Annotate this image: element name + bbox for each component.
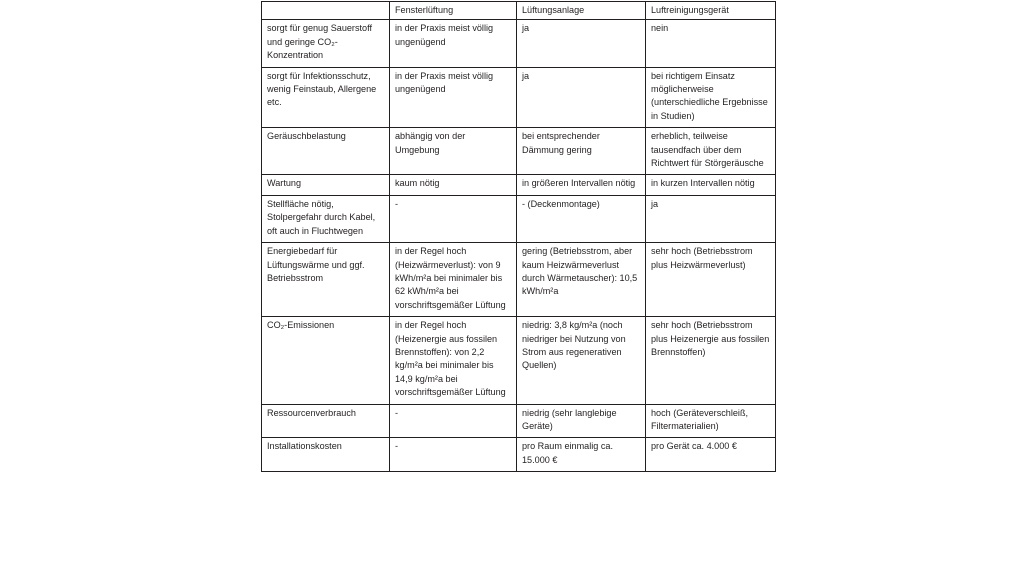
- row-criterion-cell: sorgt für genug Sauerstoff und geringe CO₂-Konzentration: [262, 20, 390, 67]
- row-criterion-cell: CO₂-Emissionen: [262, 317, 390, 404]
- table-cell: kaum nötig: [390, 175, 517, 195]
- table-row: [262, 317, 776, 404]
- row-criterion-cell: Stellfläche nötig, Stolpergefahr durch Kabel, oft auch in Fluchtwegen: [262, 195, 390, 242]
- table-row: [262, 175, 776, 195]
- table-cell: sehr hoch (Betriebsstrom plus Heizwärmeverlust): [646, 243, 776, 317]
- table-cell: niedrig (sehr langlebige Geräte): [517, 404, 646, 438]
- table-cell: - (Deckenmontage): [517, 195, 646, 242]
- table-cell: pro Raum einmalig ca. 15.000 €: [517, 438, 646, 472]
- row-criterion-cell: Geräuschbelastung: [262, 128, 390, 175]
- table-cell: in der Regel hoch (Heizwärmeverlust): von 9 kWh/m²a bei minimaler bis 62 kWh/m²a bei vorschriftsgemäßer Lüftung: [390, 243, 517, 317]
- ventilation-comparison-table: [261, 1, 776, 472]
- table-row: [262, 128, 776, 175]
- table-row: [262, 243, 776, 317]
- column-header-criterion: [262, 2, 390, 20]
- table-cell: niedrig: 3,8 kg/m²a (noch niedriger bei Nutzung von Strom aus regenerativen Quellen): [517, 317, 646, 404]
- row-criterion-cell: sorgt für Infektionsschutz, wenig Feinstaub, Allergene etc.: [262, 67, 390, 128]
- table-cell: ja: [517, 67, 646, 128]
- table-cell: bei entsprechender Dämmung gering: [517, 128, 646, 175]
- row-criterion-cell: Installationskosten: [262, 438, 390, 472]
- table-cell: gering (Betriebsstrom, aber kaum Heizwärmeverlust durch Wärmetauscher): 10,5 kWh/m²a: [517, 243, 646, 317]
- table-cell: hoch (Geräteverschleiß, Filtermaterialien): [646, 404, 776, 438]
- table-cell: ja: [646, 195, 776, 242]
- table-row: [262, 195, 776, 242]
- row-criterion-cell: Wartung: [262, 175, 390, 195]
- table-row: [262, 404, 776, 438]
- column-header-luftreinigungsgeraet: Luftreinigungsgerät: [646, 2, 776, 20]
- row-criterion-cell: Energiebedarf für Lüftungswärme und ggf. Betriebsstrom: [262, 243, 390, 317]
- table-row: [262, 67, 776, 128]
- table-header-row: [262, 2, 776, 20]
- table-cell: in der Regel hoch (Heizenergie aus fossilen Brennstoffen): von 2,2 kg/m²a bei minimaler bis 14,9 kg/m²a bei vorschriftsgemäßer Lüftung: [390, 317, 517, 404]
- table-row: [262, 20, 776, 67]
- table-cell: pro Gerät ca. 4.000 €: [646, 438, 776, 472]
- table-cell: in kurzen Intervallen nötig: [646, 175, 776, 195]
- table-cell: in größeren Intervallen nötig: [517, 175, 646, 195]
- table-cell: in der Praxis meist völlig ungenügend: [390, 67, 517, 128]
- table-cell: -: [390, 195, 517, 242]
- table-body: [262, 20, 776, 472]
- table-cell: nein: [646, 20, 776, 67]
- table-cell: ja: [517, 20, 646, 67]
- table-cell: in der Praxis meist völlig ungenügend: [390, 20, 517, 67]
- column-header-lueftungsanlage: Lüftungsanlage: [517, 2, 646, 20]
- table-cell: abhängig von der Umgebung: [390, 128, 517, 175]
- column-header-fensterlueftung: Fensterlüftung: [390, 2, 517, 20]
- table-cell: -: [390, 404, 517, 438]
- row-criterion-cell: Ressourcenverbrauch: [262, 404, 390, 438]
- comparison-table-container: [261, 1, 775, 472]
- table-cell: bei richtigem Einsatz möglicherweise (unterschiedliche Ergebnisse in Studien): [646, 67, 776, 128]
- table-header: [262, 2, 776, 20]
- table-cell: sehr hoch (Betriebsstrom plus Heizenergie aus fossilen Brennstoffen): [646, 317, 776, 404]
- table-row: [262, 438, 776, 472]
- table-cell: -: [390, 438, 517, 472]
- table-cell: erheblich, teilweise tausendfach über dem Richtwert für Störgeräusche: [646, 128, 776, 175]
